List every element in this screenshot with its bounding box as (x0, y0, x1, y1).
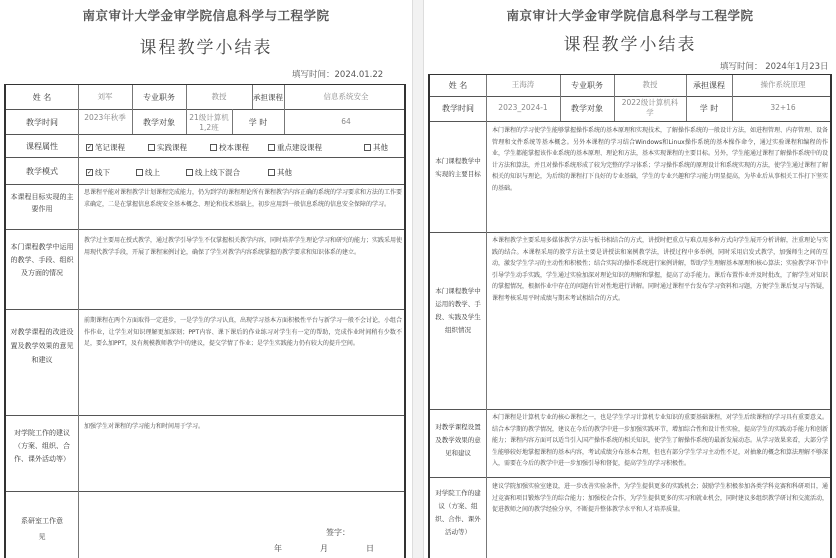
section-3-label: 对教学课程设置及教学效果的意见和建议 (435, 423, 481, 457)
target-value: 21级计算机1,2班 (189, 113, 229, 132)
section-3-text: 本门课程是计算机专业的核心课程之一，也是学生学习计算机专业知识的重要基础课程，对学生后续课程的学习具有重要意义。结合本学期的教学情况，建议在今后的教学中进一步加强实践环节，增加综合性和设计性实验，提高学生的实践动手能力和创新能力；课程内容方面可以适当引入国产操作系统的相关知识，使学生了解操作系统的最新发展动态。从学习效果来看，大部分学生能够较好地掌握课程的基本内容，考试成绩分布基本合理，但也有部分学生学习主动性不足，对抽象的概念和算法理解不够深入，需要在今后的教学中进一步加强引导和督促，提高学生的学习积极性。 (492, 414, 828, 467)
nature-option-3[interactable]: 校本课程 (210, 142, 249, 153)
course-label: 承担课程 (693, 81, 725, 90)
hours-value: 32+16 (770, 103, 796, 112)
target-label: 教学对象 (571, 104, 603, 113)
name-value: 刘军 (97, 92, 113, 101)
title-value: 教授 (642, 80, 658, 89)
section-4-text: 加强学生对课程的学习能力和时间用于学习。 (84, 423, 205, 430)
course-value: 操作系统原理 (760, 80, 806, 89)
name-label: 姓 名 (32, 93, 52, 102)
page-gutter (412, 0, 424, 558)
section-4-label: 对学院工作的建议（方案、组织、合作、课外活动等） (435, 489, 481, 536)
section-2-label: 本门课程教学中运用的教学、手段、实践及学生组织情况 (435, 287, 481, 334)
section-3-label: 对教学课程的改进设置及教学效果的意见和建议 (10, 328, 74, 364)
left-document-page (0, 0, 412, 558)
section-2-text: 教学过主要用在授式教学，通过教学引导学生不仅掌握相关教学内容，同时培养学生理论学习和研究的能力；实践采用使用现代教学手段，开展了课程案例讨论，确保了学生对教学内容系统掌握的教学要求和知识体系的建立。 (84, 237, 402, 256)
section-1-label: 本课程目标实现的主要作用 (10, 193, 74, 213)
section-3-text: 前期课程在两个方面取得一定进步，一是学生的学习认真，出现学习基本方面积极性平台与新学习一般不会讨论，小组合作作业，让学生对知识理解更加深刻；PPT内容、课下课后的作业练习对学生有一定的帮助，完成作业时间稍有少数不足，要么加PPT，及有规模教师教学中的建议，提交学情了作业；是学生实践能力仍有较大的提升空间。 (84, 317, 402, 347)
title-label: 专业职务 (571, 81, 603, 90)
date-month: 月 (320, 544, 328, 553)
section-1-text: 思课程平能对课程教学计划课程完成能力，仍为到学的课程理论所有课程教学内容正确的系统的学习要求和方法的工作要求确定，二是在掌握信息系统安全基本概念、理论和技术基础上，初步应用到一般信息系统的信息安全保障的学习。 (84, 189, 402, 208)
date-day: 日 (366, 544, 374, 553)
name-value: 王海涛 (511, 80, 535, 89)
hours-label: 学 时 (699, 104, 719, 113)
period-value: 2023_2024-1 (498, 103, 548, 112)
nature-option-1[interactable]: ✓ 笔记课程 (87, 143, 125, 152)
section-5-label: 系研室工作意见 (21, 517, 63, 541)
mode-label: 教学模式 (26, 167, 58, 176)
section-2-text: 本课程教学主要采用多媒体教学方法与板书相结合的方式，讲授时把重点与难点用多种方式向学生展开分析讲解，注重理论与实践的结合。本课程采用的教学方法主要是讲授法和案例教学法，讲授过程中多举例，同时采用启发式教学，加强师生之间的互动，激发学生学习的主动性和积极性；结合实际的操作系统进行案例讲解，帮助学生理解基本原理和核心算法；实验教学环节中引导学生动手实践，学生通过实验加深对理论知识的理解和掌握，提高了动手能力。课后布置作业并及时批改，了解学生对知识的掌握情况，根据作业中存在的问题有针对性地进行讲解。同时通过课程平台发布学习资料和习题，方便学生课后复习与答疑，课程考核采用平时成绩与期末考试相结合的方式。 (492, 237, 828, 302)
school-name: 南京审计大学金审学院信息科学与工程学院 (506, 8, 754, 23)
section-1-text: 本门课程的学习使学生能够掌握操作系统的基本原理和实现技术，了解操作系统的一般设计方法，如进程管理、内存管理、设备管理和文件系统等基本概念。另外本课程的学习结合Windows和Linux操作系统的基本操作命令，通过实验课程和编程的作业，学生都能掌握该作业系统的基本原理、理论和方法，基本实现课程的主要目标。另外，学生能通过课程了解操作系统中的设计方法和算法，并且对操作系统形成了较为完整的学习体系；学习操作系统的原理设计和系统实现的方法，使学生通过课程了解相关的知识与理论，为后续的课程打下良好的专业基础，学生的专业兴趣和学习能力明显提高，为毕业后从事相关工作打下坚实的基础。 (492, 127, 828, 192)
course-label: 承担课程 (253, 93, 283, 102)
course-value: 信息系统安全 (323, 92, 369, 101)
mode-option-3[interactable]: 线上线下混合 (186, 167, 240, 178)
form-title: 课程教学小结表 (563, 35, 697, 55)
name-label: 姓 名 (448, 81, 468, 90)
nature-option-4[interactable]: 重点建设课程 (268, 142, 322, 153)
target-label: 教学对象 (143, 118, 175, 127)
mode-option-4[interactable]: 其他 (268, 167, 292, 178)
title-label: 专业职务 (143, 93, 175, 102)
signature-label: 签字： (326, 528, 350, 537)
summary-table (4, 84, 406, 558)
section-4-label: 对学院工作的建议（方案、组织、合作、课外活动等） (14, 429, 70, 463)
mode-option-2[interactable]: 线上 (136, 167, 160, 178)
title-value: 教授 (211, 92, 227, 101)
section-2-label: 本门课程教学中运用的教学、手段、组织及方面的情况 (10, 243, 74, 277)
section-1-label: 本门课程教学中实现的主要目标 (435, 157, 481, 178)
nature-option-5[interactable]: 其他 (364, 142, 388, 153)
target-value: 2022级计算机科学 (621, 98, 679, 117)
nature-label: 课程属性 (26, 142, 58, 151)
hours-value: 64 (341, 117, 351, 126)
nature-option-2[interactable]: 实践课程 (148, 142, 187, 153)
school-name: 南京审计大学金审学院信息科学与工程学院 (82, 8, 330, 23)
mode-option-1[interactable]: ✓ 线下 (87, 168, 110, 177)
period-label: 教学时间 (26, 118, 58, 127)
date-year: 年 (274, 544, 282, 553)
fill-time: 填写时间：2024.01.22 (292, 70, 384, 80)
period-value: 2023年秋季 (84, 113, 126, 122)
right-document-page (424, 0, 836, 558)
period-label: 教学时间 (442, 104, 474, 113)
fill-time: 填写时间： 2024年1月23日 (720, 62, 829, 72)
hours-label: 学 时 (248, 118, 268, 127)
summary-table (428, 74, 832, 558)
section-4-text: 建议学院加强实验室建设，进一步改善实验条件，为学生提供更多的实践机会；鼓励学生积极参加各类学科竞赛和科研项目，通过竞赛和项目锻炼学生的综合能力；加强校企合作，为学生提供更多的实习和就业机会，同时建议多组织教学研讨和交流活动，促进教师之间的教学经验分享，不断提升整体教学水平和人才培养质量。 (492, 483, 828, 513)
form-title: 课程教学小结表 (139, 38, 273, 58)
